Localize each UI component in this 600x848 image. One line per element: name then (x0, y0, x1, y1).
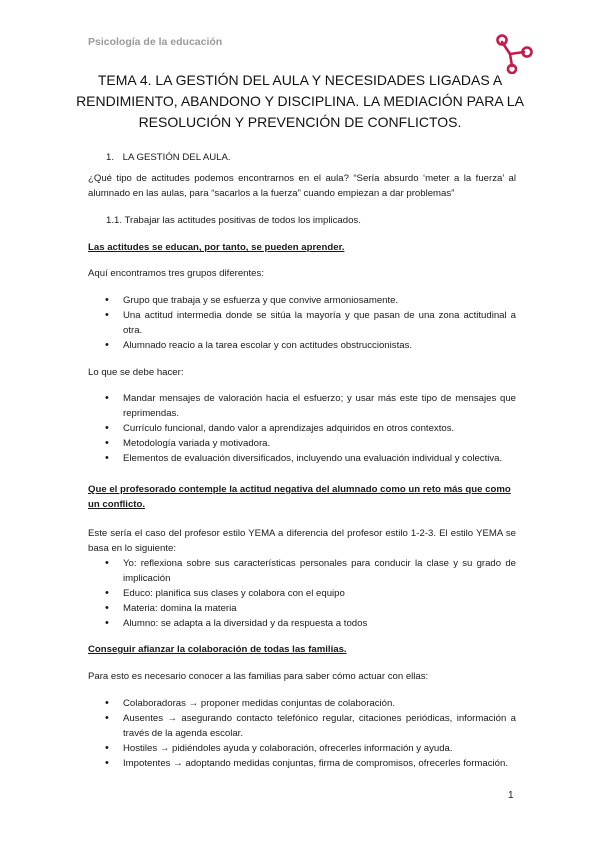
list-item: • Impotentes → adoptando medidas conjuntas, firma de compromisos, ofrecerles formación. (88, 756, 516, 771)
list-item: • Metodología variada y motivadora. (88, 436, 516, 451)
section-title: LA GESTIÓN DEL AULA. (122, 152, 231, 163)
list-item: • Hostiles → pidiéndoles ayuda y colaboración, ofrecerles información y ayuda. (88, 741, 516, 756)
families-list (88, 696, 516, 771)
intro-paragraph: ¿Qué tipo de actitudes podemos encontrarnos en el aula? “Sería absurdo ‘meter a la fuerza’ al alumnado en las aulas, para “sacarlos a la fuerza” cuando empiezan a dar problemas” (88, 173, 516, 199)
list-item: • Una actitud intermedia donde se sitúa la mayoría y que pasan de una zona actitudinal a otra. (88, 308, 516, 338)
list-item: • Educo: planifica sus clases y colabora con el equipo (88, 586, 516, 601)
list-item: • Grupo que trabaja y se esfuerza y que convive armoniosamente. (88, 293, 516, 308)
list-item: • Colaboradoras → proponer medidas conjuntas de colaboración. (88, 696, 516, 711)
heading-teacher-attitude: Que el profesorado contemple la actitud negativa del alumnado como un reto más que como un conflicto. (88, 484, 511, 510)
list-item: • Ausentes → asegurando contacto telefónico regular, citaciones periódicas, información a través de la agenda escolar. (88, 711, 516, 741)
list-item: • Alumno: se adapta a la diversidad y da respuesta a todos (88, 616, 516, 631)
subsection-heading: 1.1. Trabajar las actitudes positivas de todos los implicados. (106, 215, 361, 226)
header-label: Psicología de la educación (88, 36, 223, 48)
yema-list (88, 556, 516, 631)
list-item: • Currículo funcional, dando valor a aprendizajes adquiridos en otros contextos. (88, 421, 516, 436)
list-item: • Elementos de evaluación diversificados, incluyendo una evaluación individual y colectiva. (88, 451, 516, 466)
groups-intro: Aquí encontramos tres grupos diferentes: (88, 268, 264, 279)
yema-intro: Este sería el caso del profesor estilo YEMA a diferencia del profesor estilo 1-2-3. El estilo YEMA se basa en lo siguiente: (88, 528, 516, 554)
molecule-logo-icon (490, 30, 534, 74)
heading-families: Conseguir afianzar la colaboración de todas las familias. (88, 644, 347, 655)
todo-intro: Lo que se debe hacer: (88, 367, 184, 378)
list-item: • Materia: domina la materia (88, 601, 516, 616)
groups-list (88, 293, 516, 353)
todo-list (88, 391, 516, 466)
list-item: • Alumnado reacio a la tarea escolar y con actitudes obstruccionistas. (88, 338, 516, 353)
heading-attitudes: Las actitudes se educan, por tanto, se pueden aprender. (88, 242, 345, 253)
page-number: 1 (508, 790, 514, 801)
page-title: TEMA 4. LA GESTIÓN DEL AULA Y NECESIDADES LIGADAS A RENDIMIENTO, ABANDONO Y DISCIPLINA. LA MEDIACIÓN PARA LA RESOLUCIÓN Y PREVENCIÓN DE CONFLICTOS. (76, 72, 524, 130)
list-item: • Yo: reflexiona sobre sus características personales para conducir la clase y su grado de implicación (88, 556, 516, 586)
families-intro: Para esto es necesario conocer a las familias para saber cómo actuar con ellas: (88, 671, 429, 682)
section-number: 1. (106, 152, 115, 163)
section-heading (106, 150, 231, 165)
list-item: • Mandar mensajes de valoración hacia el esfuerzo; y usar más este tipo de mensajes que reprimendas. (88, 391, 516, 421)
